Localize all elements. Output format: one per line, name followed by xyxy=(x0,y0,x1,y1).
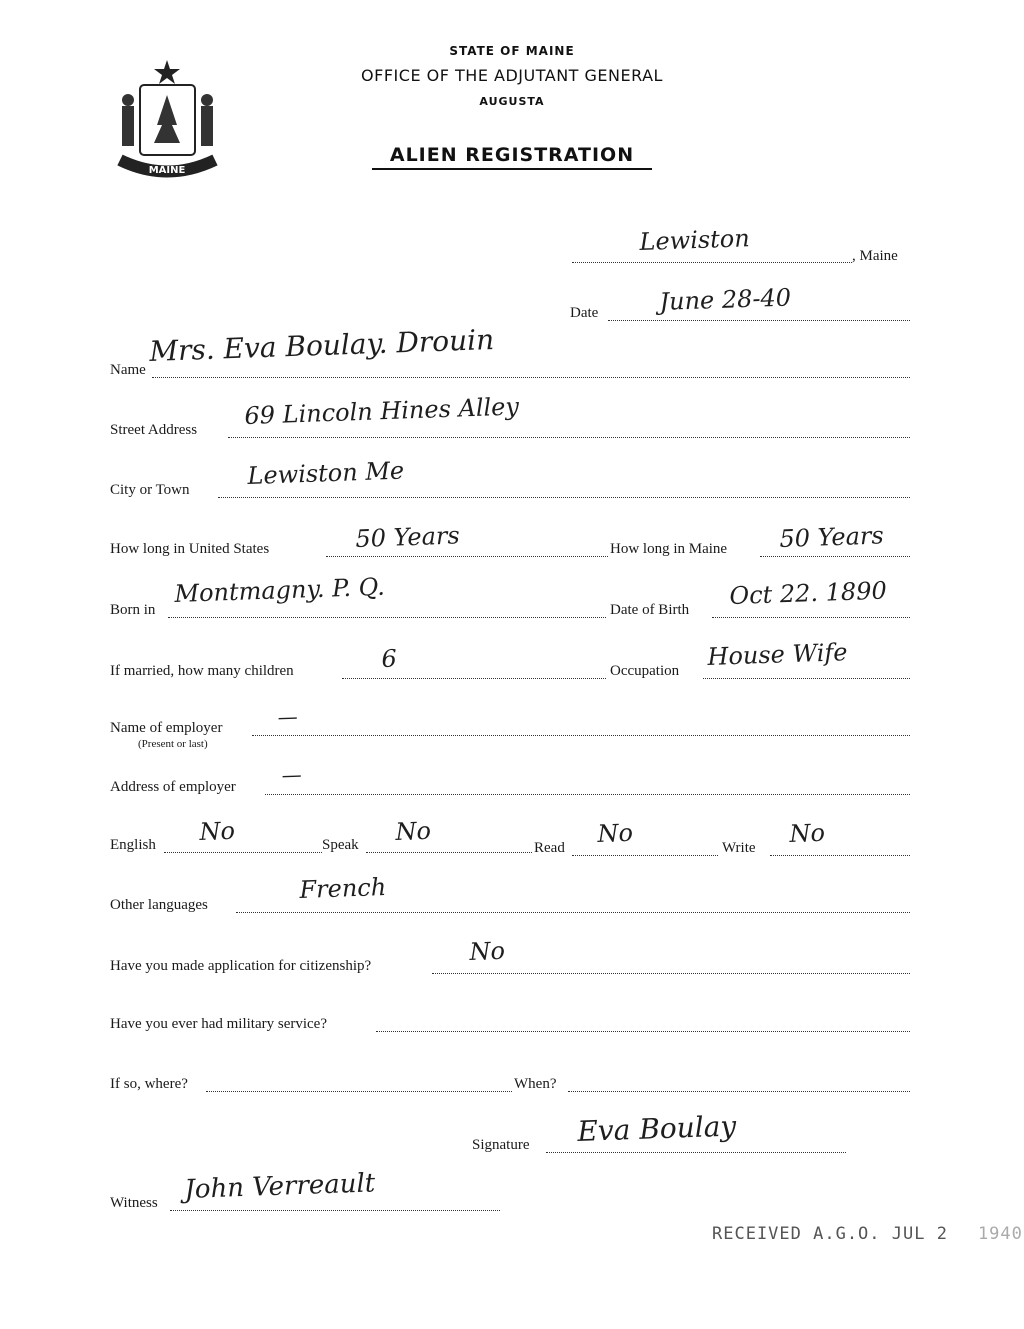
dob-label: Date of Birth xyxy=(610,602,690,618)
english-value: No xyxy=(199,816,236,846)
born-in-label: Born in xyxy=(110,602,156,618)
write-value: No xyxy=(789,818,826,848)
signature-label: Signature xyxy=(472,1137,530,1153)
where-line xyxy=(206,1091,512,1092)
citizenship-label: Have you made application for citizenship? xyxy=(110,958,372,974)
date-value: June 28-40 xyxy=(659,283,792,316)
english-line xyxy=(164,852,322,853)
city-line xyxy=(218,497,910,498)
city-heading: AUGUSTA xyxy=(479,95,545,108)
signature-line xyxy=(546,1152,846,1153)
name-label: Name xyxy=(110,362,146,378)
city-label: City or Town xyxy=(110,482,190,498)
military-line xyxy=(376,1031,910,1032)
seal-banner-text: MAINE xyxy=(148,165,186,176)
employer-address-line xyxy=(265,794,910,795)
years-us-label: How long in United States xyxy=(110,541,270,557)
children-value: 6 xyxy=(381,644,398,673)
date-label: Date xyxy=(570,305,599,321)
name-value: Mrs. Eva Boulay. Drouin xyxy=(148,322,495,368)
received-stamp-text: RECEIVED A.G.O. JUL 2 xyxy=(712,1224,948,1244)
employer-value: — xyxy=(277,704,298,729)
dob-line xyxy=(712,617,910,618)
write-line xyxy=(770,855,910,856)
street-line xyxy=(228,437,910,438)
years-us-value: 50 Years xyxy=(355,521,461,553)
employer-line xyxy=(252,735,910,736)
town-line xyxy=(572,262,852,263)
when-label: When? xyxy=(514,1076,557,1092)
children-label: If married, how many children xyxy=(110,663,294,679)
when-line xyxy=(568,1091,910,1092)
occupation-value: House Wife xyxy=(707,638,848,671)
occupation-line xyxy=(703,678,910,679)
other-languages-line xyxy=(236,912,910,913)
other-languages-label: Other languages xyxy=(110,897,208,913)
witness-value: John Verreault xyxy=(183,1168,376,1205)
received-stamp xyxy=(712,1224,1023,1244)
name-line xyxy=(152,377,910,378)
date-line xyxy=(608,320,910,321)
speak-label: Speak xyxy=(322,837,359,853)
signature-value: Eva Boulay xyxy=(576,1109,737,1148)
english-label: English xyxy=(110,837,156,853)
employer-label: Name of employer xyxy=(110,720,223,736)
witness-line xyxy=(170,1210,500,1211)
speak-line xyxy=(366,852,532,853)
state-heading: STATE OF MAINE xyxy=(449,44,575,58)
street-value: 69 Lincoln Hines Alley xyxy=(244,392,520,430)
write-label: Write xyxy=(722,840,756,856)
born-in-value: Montmagny. P. Q. xyxy=(174,572,386,608)
occupation-label: Occupation xyxy=(610,663,680,679)
maine-label: , Maine xyxy=(852,248,898,264)
street-label: Street Address xyxy=(110,422,198,438)
years-maine-value: 50 Years xyxy=(779,521,885,553)
city-value: Lewiston Me xyxy=(247,456,405,490)
years-maine-label: How long in Maine xyxy=(610,541,728,557)
employer-address-value: — xyxy=(281,762,302,787)
employer-sublabel: (Present or last) xyxy=(138,738,208,750)
office-heading: OFFICE OF THE ADJUTANT GENERAL xyxy=(361,66,663,85)
town-value: Lewiston xyxy=(639,224,751,256)
form-title: ALIEN REGISTRATION xyxy=(372,144,652,170)
years-us-line xyxy=(326,556,608,557)
citizenship-value: No xyxy=(469,936,506,966)
employer-address-label: Address of employer xyxy=(110,779,236,795)
read-label: Read xyxy=(534,840,565,856)
received-stamp-year: 1940 xyxy=(977,1224,1023,1244)
years-maine-line xyxy=(760,556,910,557)
children-line xyxy=(342,678,606,679)
born-in-line xyxy=(168,617,606,618)
military-label: Have you ever had military service? xyxy=(110,1016,327,1032)
other-languages-value: French xyxy=(299,872,387,904)
dob-value: Oct 22. 1890 xyxy=(729,576,888,610)
citizenship-line xyxy=(432,973,910,974)
where-label: If so, where? xyxy=(110,1076,188,1092)
read-line xyxy=(572,855,718,856)
speak-value: No xyxy=(395,816,432,846)
witness-label: Witness xyxy=(110,1195,158,1211)
read-value: No xyxy=(597,818,634,848)
